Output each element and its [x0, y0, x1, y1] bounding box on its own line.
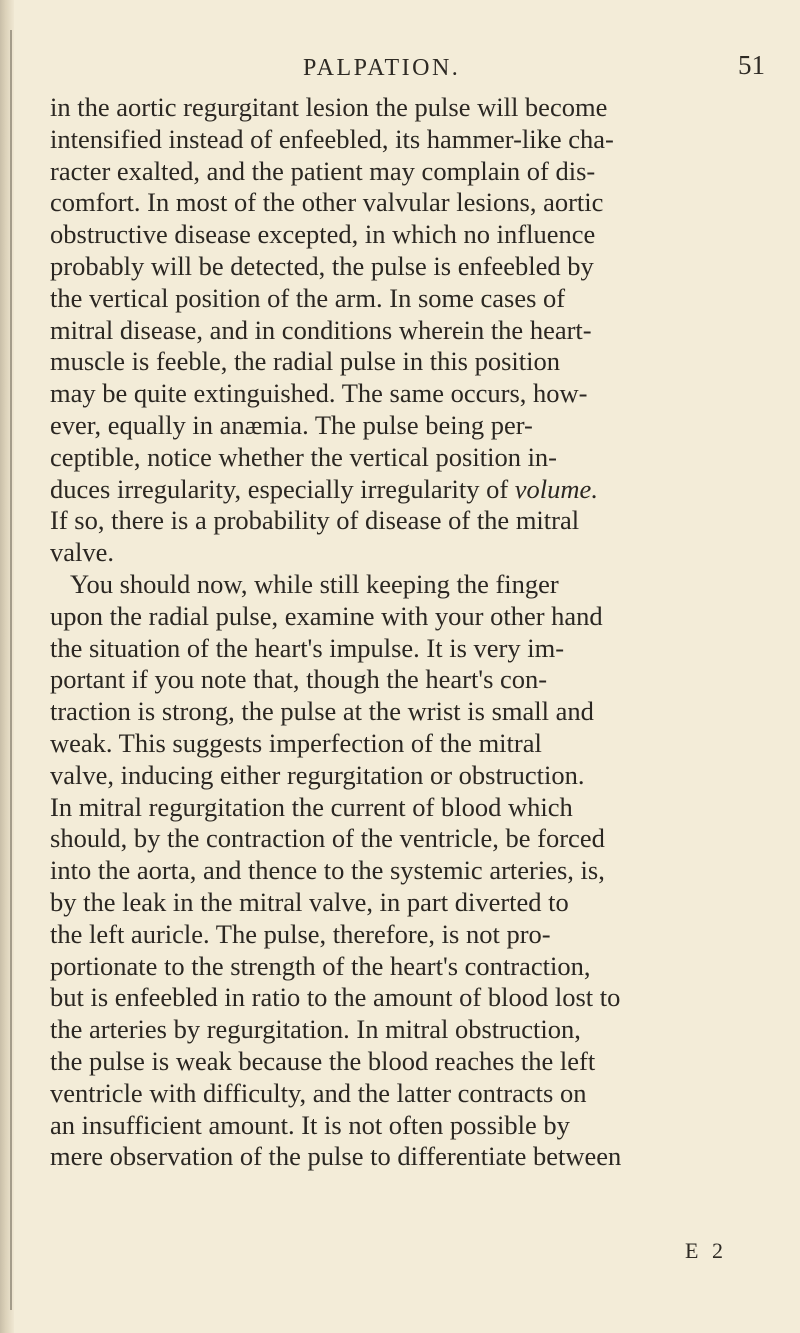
text-line: in the aortic regurgitant lesion the pulse will become: [50, 92, 608, 122]
text-line: but is enfeebled in ratio to the amount of blood lost to: [50, 982, 621, 1013]
text-line: valve, inducing either regurgitation or obstruction.: [50, 759, 585, 790]
text-line: portant if you note that, though the heart's con-: [50, 664, 548, 695]
text-line: valve.: [50, 537, 115, 568]
text-line: the situation of the heart's impulse. It is very im-: [50, 632, 565, 663]
text-line: intensified instead of enfeebled, its hammer-like cha-: [50, 123, 614, 154]
text-line: muscle is feeble, the radial pulse in this position: [50, 346, 561, 377]
text-line: traction is strong, the pulse at the wrist is small and: [50, 696, 594, 727]
text-line: comfort. In most of the other valvular lesions, aortic: [50, 187, 604, 218]
paragraph-first-line: You should now, while still keeping the finger: [70, 568, 559, 599]
text-line: the pulse is weak because the blood reaches the left: [50, 1045, 596, 1076]
binding-edge-line: [10, 30, 12, 1310]
text-line: weak. This suggests imperfection of the mitral: [50, 727, 542, 758]
text-line: the vertical position of the arm. In some cases of: [50, 282, 566, 313]
text-line: racter exalted, and the patient may complain of dis-: [50, 155, 596, 186]
italic-word: volume.: [514, 473, 598, 504]
text-line: an insufficient amount. It is not often possible by: [50, 1109, 570, 1140]
page-header: [0, 50, 800, 86]
text-line: should, by the contraction of the ventricle, be forced: [50, 823, 605, 854]
text-line-segment: duces irregularity, especially irregularity of: [50, 473, 515, 504]
text-line: probably will be detected, the pulse is enfeebled by: [50, 250, 594, 281]
text-line: by the leak in the mitral valve, in part diverted to: [50, 886, 569, 917]
body-text: [50, 92, 790, 1173]
text-line: In mitral regurgitation the current of blood which: [50, 791, 573, 822]
text-line: the left auricle. The pulse, therefore, is not pro-: [50, 918, 551, 949]
text-line: If so, there is a probability of disease of the mitral: [50, 505, 580, 536]
signature-mark: E 2: [685, 1238, 727, 1263]
text-line: obstructive disease excepted, in which no influence: [50, 219, 596, 250]
text-line: mitral disease, and in conditions wherein the heart-: [50, 314, 592, 345]
text-line-with-italic: [50, 474, 790, 506]
text-line: mere observation of the pulse to differentiate between: [50, 1141, 622, 1172]
text-line: the arteries by regurgitation. In mitral obstruction,: [50, 1014, 581, 1045]
text-line: upon the radial pulse, examine with your other hand: [50, 600, 603, 631]
running-title: PALPATION.: [303, 55, 461, 81]
text-line: ventricle with difficulty, and the latter contracts on: [50, 1077, 587, 1108]
page-number: 51: [738, 50, 765, 80]
text-line: portionate to the strength of the heart's contraction,: [50, 950, 591, 981]
text-line: ceptible, notice whether the vertical position in-: [50, 441, 558, 472]
text-line: may be quite extinguished. The same occurs, how-: [50, 378, 588, 409]
text-line: ever, equally in anæmia. The pulse being per-: [50, 409, 533, 440]
text-line: into the aorta, and thence to the systemic arteries, is,: [50, 855, 605, 886]
